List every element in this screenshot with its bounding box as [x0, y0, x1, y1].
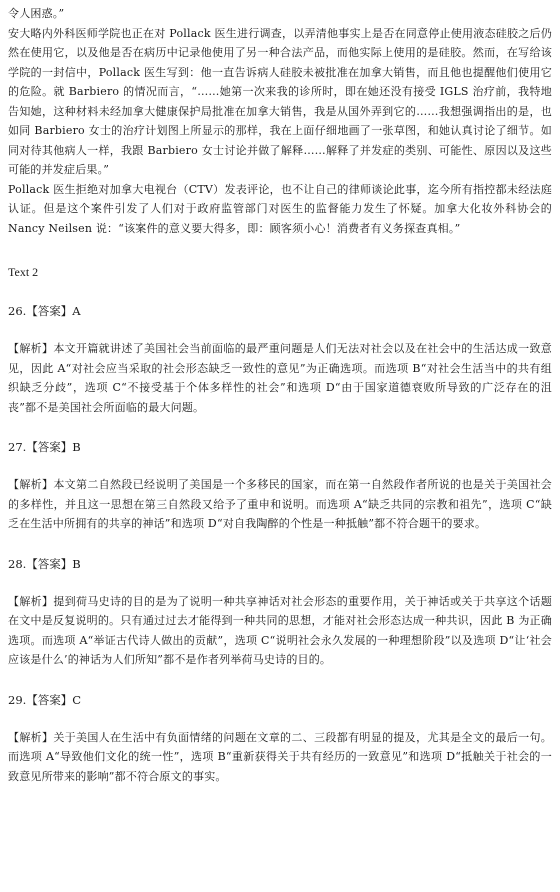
question-26: [8, 302, 552, 417]
question-29: [8, 691, 552, 787]
intro-paragraph-1: 令人困惑。”: [8, 7, 65, 20]
section-title: Text 2: [8, 265, 39, 279]
question-28: [8, 555, 552, 670]
answer-line: 27.【答案】B: [8, 440, 81, 454]
analysis-paragraph: 【解析】提到荷马史诗的目的是为了说明一种共享神话对社会形态的重要作用，关于神话或关于共享这个话题在文中是反复说明的。只有通过过去才能得到一种共同的思想，才能对社会形态达成一种共识，因此 B 为正确选项。而选项 A“举证古代诗人做出的贡献”，选项 C“说明社会永久发展的一种理想阶段”以及选项 D“让‘社会应该是什么’的神话为人们所知”都不是作者列举荷马史诗的目的。: [8, 594, 552, 666]
intro-paragraph-3: Pollack 医生拒绝对加拿大电视台（CTV）发表评论，也不让自己的律师谈论此事，迄今所有指控都未经法庭认证。但是这个案件引发了人们对于政府监管部门对医生的监督能力发生了怀疑。加拿大化妆外科协会的 Nancy Neilsen 说：“该案件的意义要大得多，即：顾客须小心！消费者有义务探查真相。”: [8, 182, 552, 235]
question-27: [8, 438, 552, 534]
answer-line: 26.【答案】A: [8, 304, 81, 318]
analysis-paragraph: 【解析】本文第二自然段已经说明了美国是一个多移民的国家，而在第一自然段作者所说的也是关于美国社会的多样性，并且这一思想在第三自然段又给予了重申和说明。而选项 A“缺乏共同的宗教和祖先”，选项 C“缺乏在生活中所拥有的共享的神话”和选项 D“对自我陶醉的个性是一种抵触”都不符合题干的要求。: [8, 478, 552, 530]
analysis-paragraph: 【解析】关于美国人在生活中有负面情绪的问题在文章的二、三段都有明显的提及，尤其是全文的最后一句。而选项 A“导致他们文化的统一性”，选项 B“重新获得关于共有经历的一致意见”和选项 D“抵触关于社会的一致意见所带来的影响”都不符合原文的事实。: [8, 730, 552, 783]
answer-line: 28.【答案】B: [8, 556, 81, 571]
answer-line: 29.【答案】C: [8, 692, 82, 707]
analysis-paragraph: 【解析】本文开篇就讲述了美国社会当前面临的最严重问题是人们无法对社会以及在社会中的生活达成一致意见，因此 A“对社会应当采取的社会形态缺乏一致性的意见”为正确选项。而选项 B“对社会生活当中的共有组织缺乏分歧”，选项 C“不接受基于个体多样性的社会”和选项 D“由于国家道德衰败所导致的广泛存在的沮丧”都不是美国社会所面临的最大问题。: [8, 342, 552, 414]
intro-paragraph-2: 安大略内外科医师学院也正在对 Pollack 医生进行调查，以弄清他事实上是否在同意停止使用液态硅胶之后仍然在使用它，以及他是否在病历中记录他使用了另一种合法产品，而他实际上使用的是硅胶。然而，在写给该学院的一封信中，Pollack 医生写到：他一直告诉病人硅胶未被批准在加拿大销售，而且他也提醒他们使用它的危险。就 Barbiero 的情况而言，“……她第一次来我的诊所时，即在她还没有接受 IGLS 治疗前，我特地告知她，这种材料未经加拿大健康保护局批准在加拿大销售，我是从国外弄到它的……我想强调指出的是，也如同 Barbiero 女士的治疗计划图上所显示的那样，我在上面仔细地画了一张草图，和她认真讨论了细节。如同对待其他病人一样，我跟 Barbiero 女士讨论并做了解释……解释了并发症的类别、可能性、原因以及这些可能的并发症后果。”: [8, 26, 552, 176]
